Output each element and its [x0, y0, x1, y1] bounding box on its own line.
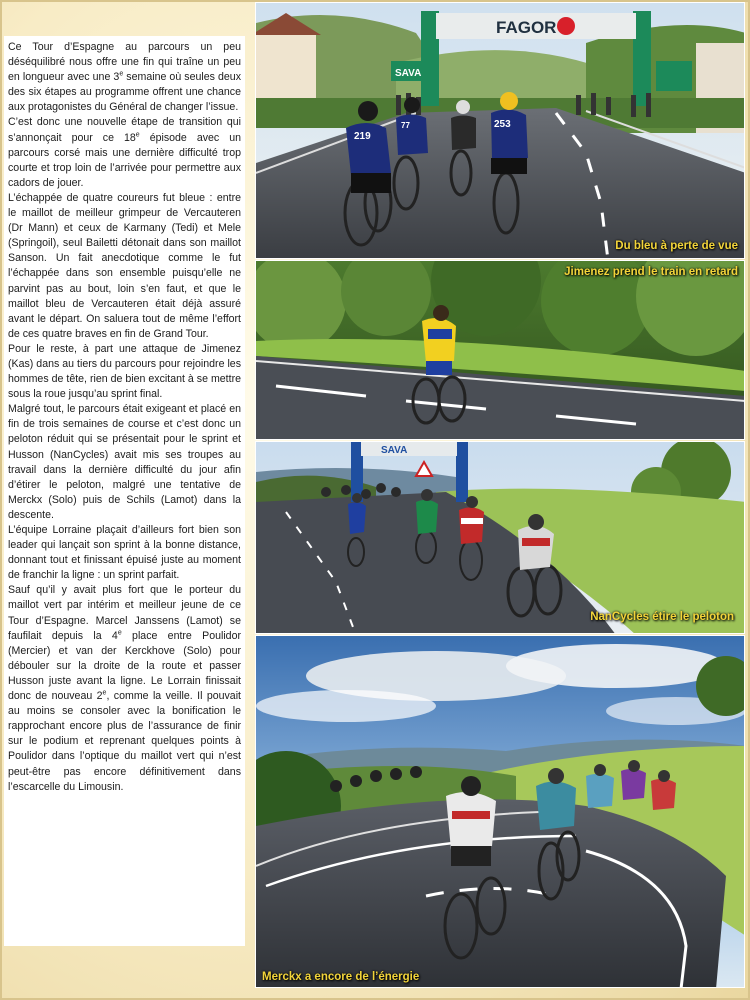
photo-nancycles-peloton-scene — [256, 442, 745, 634]
paragraph-3: L’échappée de quatre coureurs fut bleue : entre le maillot de meilleur grimpeur de Vercauteren (Dr Mann) et ceux de Karmany (Tedi) et Mele (Springoil), seul Bailetti détonait dans son maillot Sanson. Un fait anecdotique comme le fut l’échappée dans son ensemble puisqu’elle ne parvint pas au bout, loin s’en faut, et que le maillot bleu de Vercauteren était déjà assuré avant le départ. On saluera tout de même l’effort de ces quatre braves en fin de Grand Tour. — [8, 191, 241, 340]
photo-caption: NanCycles étire le peloton — [590, 611, 734, 623]
paragraph-1: Ce Tour d’Espagne au parcours un peu déséquilibré nous offre une fin qui traîne un peu en longueur avec une 3e semaine où seules deux des six étapes au programme offrent une chance aux protagonistes du Général de changer l’issue. — [8, 41, 241, 114]
paragraph-6: L’équipe Lorraine plaçait d’ailleurs fort bien son leader qui lançait son sprint à la bonne distance, donnant tout et finissant épuisé juste au moment de franchir la ligne : un sprint parfait. — [8, 524, 241, 582]
photo-finish-arch-scene — [256, 3, 745, 259]
paragraph-2: C’est donc une nouvelle étape de transition qui s’annonçait pour ce 18e épisode avec un parcours corsé mais une dernière difficulté trop courte et trop loin de l’arrivée pour permettre aux cadors de jouer. — [8, 116, 241, 189]
photo-caption: Jimenez prend le train en retard — [564, 266, 738, 278]
photo-nancycles-peloton — [255, 441, 745, 634]
photo-merckx-sprint-scene — [256, 636, 745, 988]
arch-brand: SAVA — [381, 445, 408, 456]
rider-number: 219 — [354, 131, 371, 142]
photo-finish-arch — [255, 2, 745, 259]
photo-jimenez-attack-scene — [256, 261, 745, 440]
photo-caption: Merckx a encore de l’énergie — [262, 971, 420, 983]
photo-merckx-sprint — [255, 635, 745, 988]
photo-jimenez-attack — [255, 260, 745, 440]
arch-brand: SAVA — [395, 68, 422, 79]
rider-number: 77 — [401, 121, 410, 130]
paragraph-7: Sauf qu’il y avait plus fort que le porteur du maillot vert par intérim et meilleur jeune de ce Tour d’Espagne. Marcel Janssens (Lamot) se faufilait depuis la 4e place entre Poulidor (Mercier) et van der Kerckhove (Solo) pour débouler sur la droite de la route et passer Husson juste avant la ligne. Le Lorrain finissait donc de nouveau 2e, comme la veille. Il pouvait au moins se consoler avec la bonification le rapprochant encore plus de l’assurance de finir sur le podium et reprenant quelques points à Poulidor dans l’optique du maillot vert qui n’est peut-être pas encore définitivement dans l’escarcelle du Limousin. — [8, 584, 241, 793]
article-text — [4, 36, 245, 946]
photo-caption: Du bleu à perte de vue — [615, 240, 738, 252]
rider-number: 253 — [494, 119, 511, 130]
banner-brand: FAGOR — [496, 18, 557, 37]
paragraph-4: Pour le reste, à part une attaque de Jimenez (Kas) dans au tiers du parcours pour rejoindre les hommes de tête, rien de bien excitant à se mettre sous la roue jusqu’au sprint final. — [8, 342, 241, 401]
paragraph-5: Malgré tout, le parcours était exigeant et placé en fin de trois semaines de course et c’est donc un peloton réduit qui se présentait pour le sprint et Husson (NanCycles) avait mis ses troupes au travail dans la dernière difficulté du jour afin d’étirer le peloton, malgré une tentative de Merckx (Solo) puis de Schils (Lamot) dans la descente. — [8, 403, 241, 521]
